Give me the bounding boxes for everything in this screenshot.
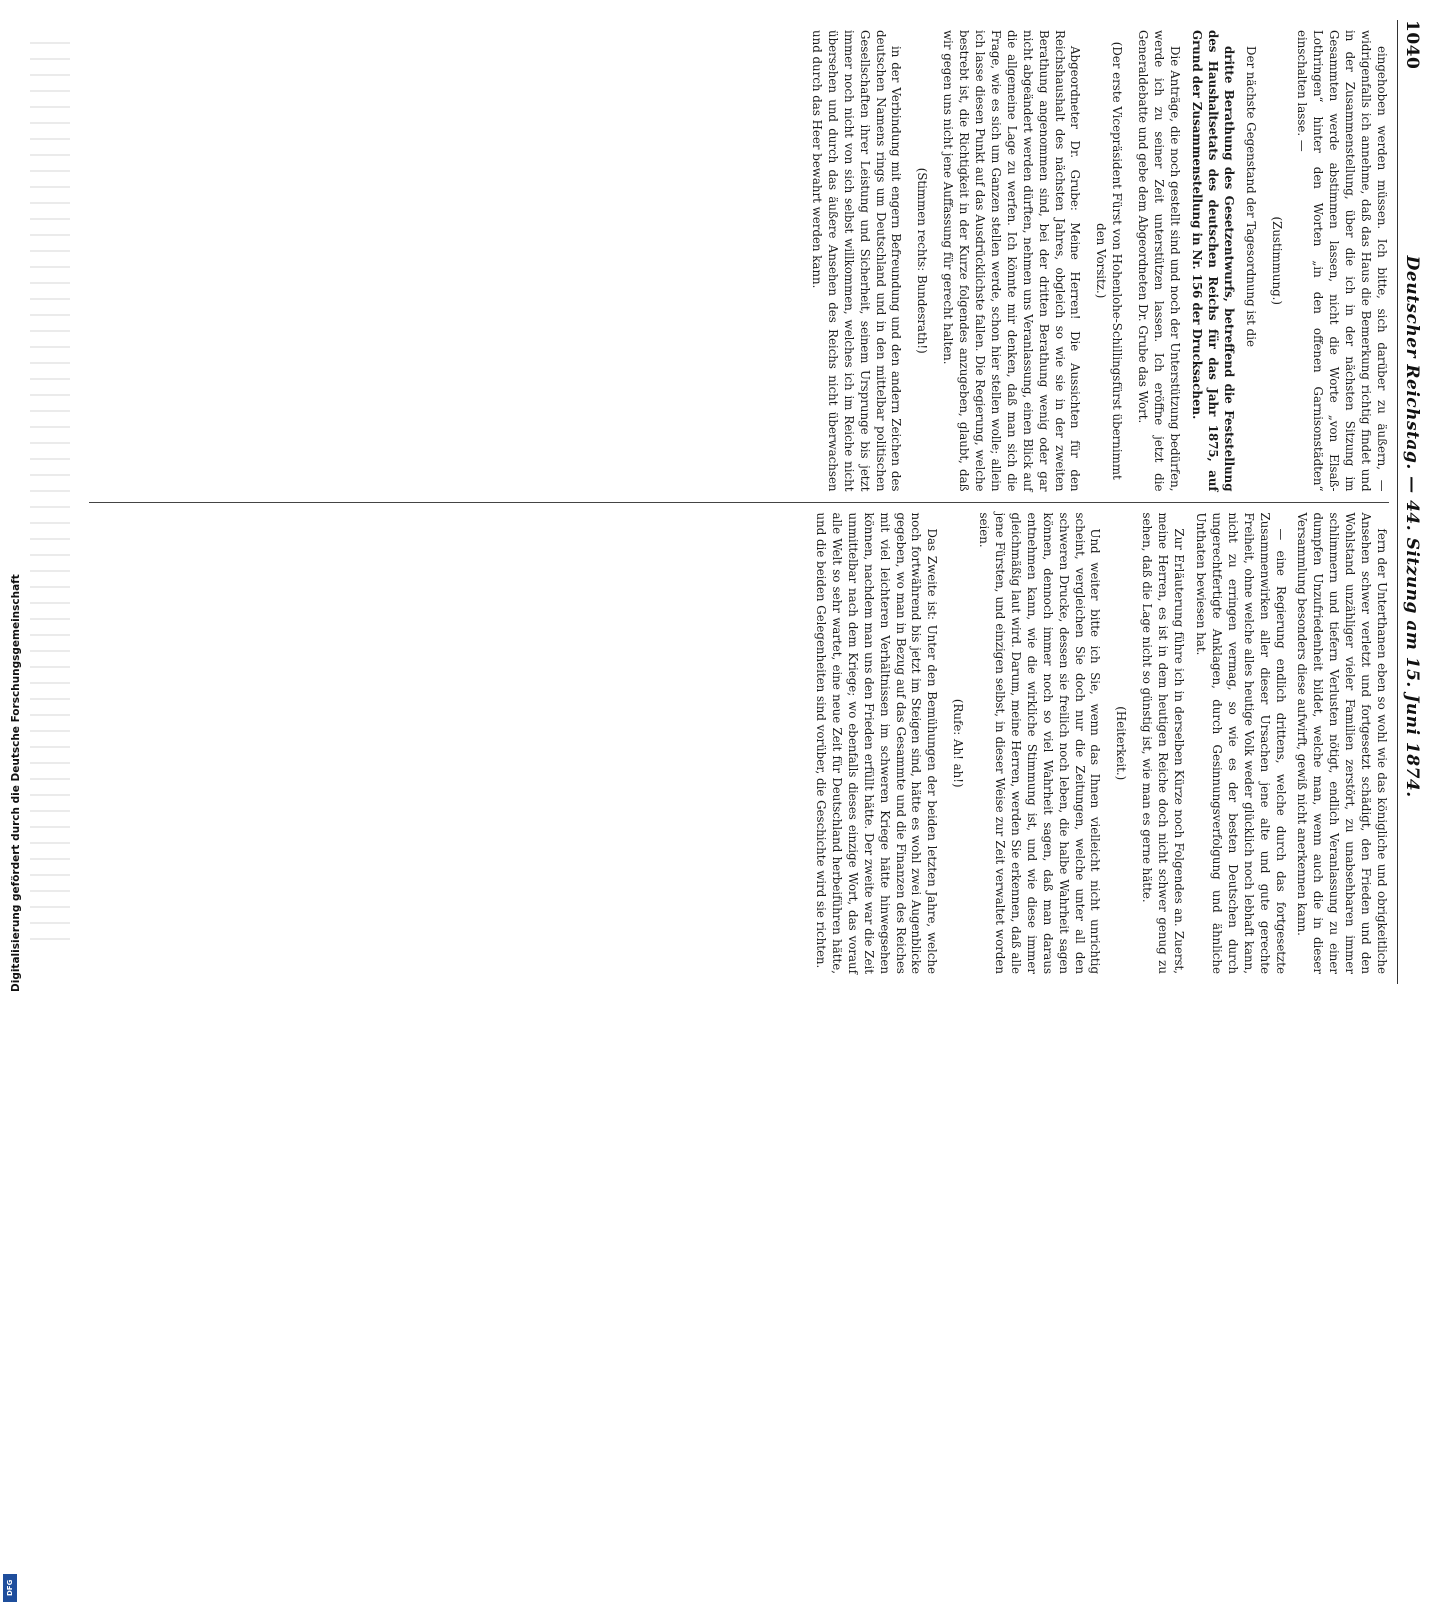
dfg-logo-icon: DFG — [3, 1574, 17, 1602]
running-head: Deutscher Reichstag. — 44. Sitzung am 15. Juni 1874. — [1402, 255, 1422, 798]
paragraph: Zur Erläuterung führe ich in derselben Kürze noch Folgendes an. Zuerst, meine Herren, es ist in dem heutigen Reiche doch nicht schwer genug zu sehen, daß die Lage nicht so günstig ist, wie man es gerne hätte. — [1140, 512, 1187, 974]
page-number: 1040 — [1402, 20, 1422, 70]
digitization-note: Digitalisierung gefördert durch die Deutsche Forschungsgemeinschaft — [10, 574, 22, 992]
scanned-page — [60, 0, 1432, 1000]
stage-direction: (Rufe: Ah! ah!) — [951, 698, 966, 788]
paragraph: Der nächste Gegenstand der Tagesordnung ist die — [1243, 46, 1258, 347]
stage-direction: (Heiterkeit.) — [1114, 706, 1129, 781]
paragraph: in der Verbindung mit engern Befreundung und den andern Zeichen des deutschen Namens rings um Deutschland und in den mittelbar politischen Gesellschaften ihrer Leistung und Sicherheit, seinem Ursprunge bis jetzt immer noch nicht von sich selbst willkommen, welches ich im Reiche nicht übersehen und durch das äußere Ansehen des Reichs nicht überwachsen und durch das Heer bewahrt werden kann. — [809, 30, 904, 492]
scan-noise — [30, 40, 70, 940]
right-column — [89, 502, 1389, 985]
page-header — [1397, 20, 1422, 984]
speech-paragraph: Abgeordneter Dr. Grube: Meine Herren! Die Aussichten für den Reichshaushalt des nächsten Jahres, obgleich so wie sie in der zweiten Berathung angenommen sind, bei der dritten Berathung wenig oder gar nicht abgeändert werden dürften, nehmen uns Veranlassung, einen Blick auf die allgemeine Lage zu werfen. Ich könnte mir denken, daß man sich die Frage, wie es sich um Ganzen stellen werde, schon hier stellen wolle; allein ich lasse diesen Punkt auf das Ausdrücklichste fallen. Die Regierung, welche bestrebt ist, die Richtigkeit in der Kurze folgendes anzugeben, glaubt, daß wir gegen uns nicht jene Auffassung für gerecht halten. — [941, 30, 1083, 492]
agenda-item: dritte Berathung des Gesetzentwurfs, betreffend die Feststellung des Haushaltsetats des deutschen Reichs für das Jahr 1875, auf Grund der Zusammenstellung in Nr. 156 der Drucksachen. — [1189, 30, 1236, 492]
stage-direction: (Stimmen rechts: Bundesrath!) — [915, 167, 930, 354]
paragraph: fern der Unterthanen eben so wohl wie das königliche und obrigkeitliche Ansehen schwer verletzt und fortgesetzt schädigt, den Frieden und den Wohlstand unzähliger vieler Familien zerstört, zu unabsehbaren immer schlimmern und tiefern Verlusten nötigt, endlich Veranlassung zu einer dumpfen Unzufriedenheit bildet, welche man, wenn auch die in dieser Versammlung besonders diese aufwirft, gewiß nicht anerkennen kann. — [1295, 512, 1389, 974]
paragraph: eingehoben werden müssen. Ich bitte, sich darüber zu äußern, — widrigenfalls ich annehme, daß das Haus die Bemerkung richtig findet und in der Zusammenstellung, über die ich in der nächsten Sitzung im Gesammten werde abstimmen lassen, nicht die Worte „von Elsaß-Lothringen“ hinter den Worten „in den offenen Garnisonstädten“ einschalten lasse. — — [1295, 30, 1389, 492]
paragraph: — eine Regierung endlich drittens, welche durch das fortgesetzte Zusammenwirken aller dieser Ursachen jene alte und gute gerechte Freiheit, ohne welche alles heutige Volk weder glücklich noch lebhaft kann, nicht zu erringen vermag, so wie es der besten Deutschen durch ungerechtfertigte Anklagen, durch Gesinnungsverfolgung und ähnliche Unthaten bewiesen hat. — [1194, 512, 1288, 974]
paragraph: Und weiter bitte ich Sie, wenn das Ihnen vielleicht nicht unrichtig scheint, vergleichen Sie doch nur die Zeitungen, welche unter all den schweren Drucke, dessen sie freilich noch leben, die halbe Wahrheit sagen können, dennoch immer noch so viel Wahrheit sagen, daß man daraus entnehmen kann, wie die wirkliche Stimmung ist, und wie diese immer gleichmäßig laut wird. Darum, meine Herren, werden Sie erkennen, daß alle jene Fürsten, und einzigen selbst, in dieser Weise zur Zeit verwaltet worden seien. — [977, 512, 1103, 974]
text-columns — [89, 20, 1389, 984]
paragraph: Die Anträge, die noch gestellt sind und noch der Unterstützung bedürfen, werde ich zu seiner Zeit unterstützen lassen. Ich eröffne jetzt die Generaldebatte und gebe dem Abgeordneten Dr. Grube das Wort. — [1136, 30, 1183, 492]
stage-direction: (Der erste Vicepräsident Fürst von Hohenlohe-Schillingsfürst übernimmt den Vorsitz.) — [1094, 41, 1125, 480]
paragraph: Das Zweite ist: Unter den Bemühungen der beiden letzten Jahre, welche noch fortwährend bis jetzt im Steigen sind, hätte es wohl zwei Augenblicke gegeben, wo man in Bezug auf das Gesammte und die Finanzen des Reiches mit viel leichteren Verhältnissen im schweren Kriege hätte hinwegsehen können, nachdem man uns den Frieden erfüllt hätte. Der zweite war die Zeit unmittelbar nach dem Kriege; wo ebenfalls dieses einzige Wort, das vorauf alle Welt so sehr wartet, eine neue Zeit für Deutschland herbeiführen hätte, und die beiden Gelegenheiten sind vorüber, die Geschichte wird sie richten. — [814, 512, 940, 974]
left-column — [89, 20, 1389, 502]
stage-direction: (Zustimmung.) — [1269, 216, 1284, 305]
